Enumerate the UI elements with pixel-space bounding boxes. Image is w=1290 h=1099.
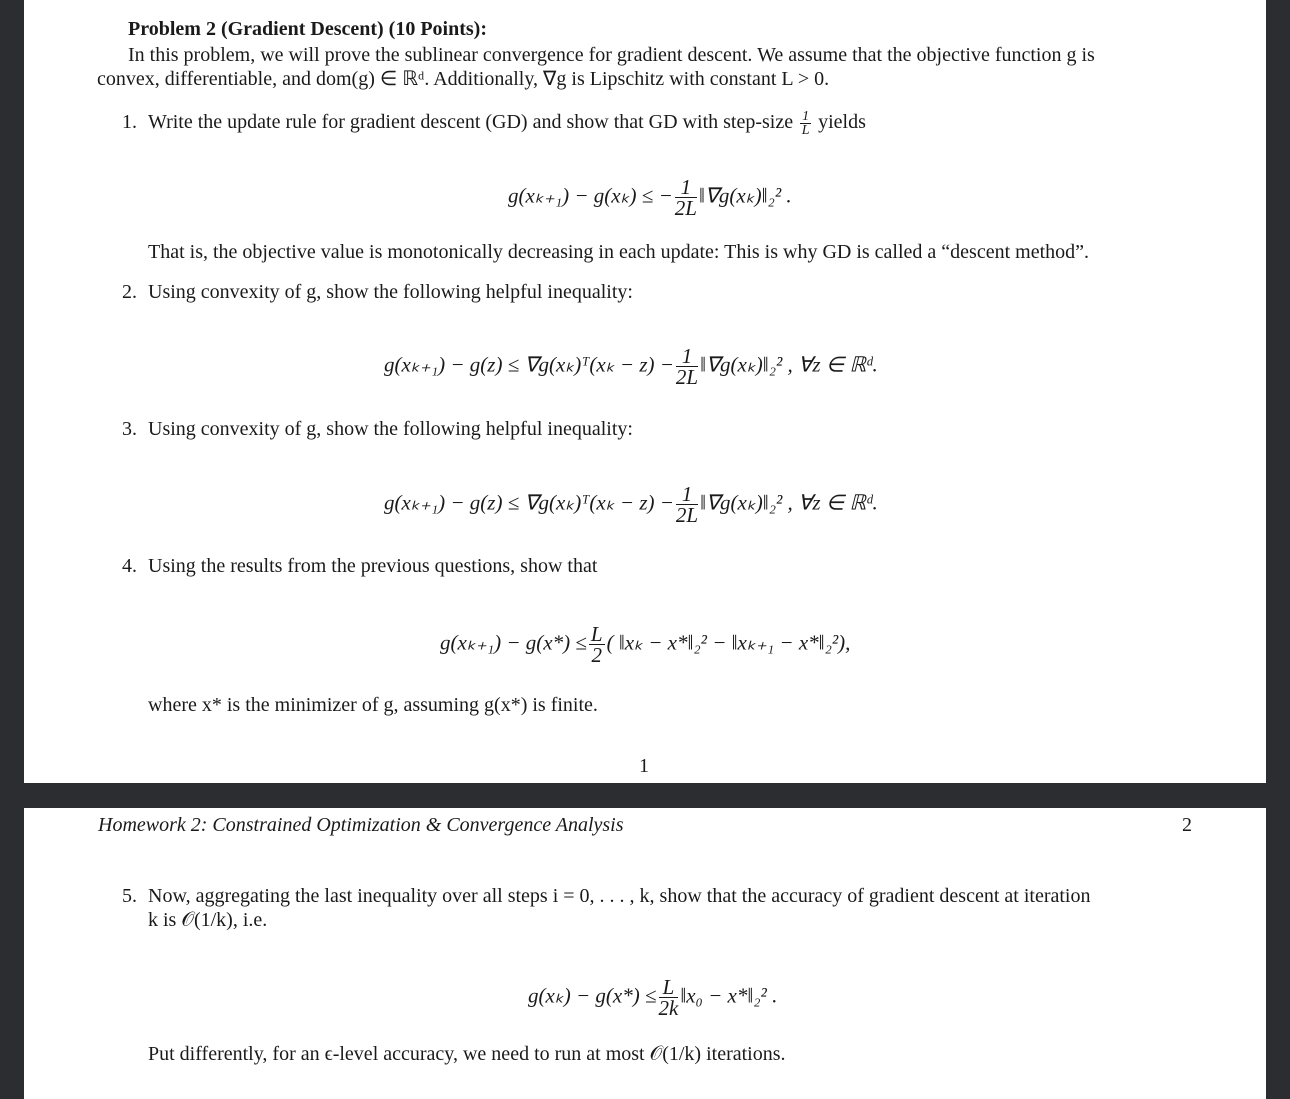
eq1-fraction xyxy=(675,177,697,218)
eq1-right: ‖∇g(xₖ)‖₂² . xyxy=(698,183,792,208)
eq5-left: g(xₖ) − g(x*) ≤ xyxy=(528,983,657,1008)
eq5-right: ‖x₀ − x*‖₂² . xyxy=(680,983,778,1008)
equation-5 xyxy=(528,977,777,1018)
document-page-2 xyxy=(24,808,1266,1099)
eq4-left: g(xₖ₊₁) − g(x*) ≤ xyxy=(440,630,587,655)
fraction-num: 1 xyxy=(676,484,698,505)
equation-1 xyxy=(508,177,792,218)
fraction-den: 2 xyxy=(591,643,602,667)
item-2-number: 2. xyxy=(122,281,137,303)
item-4-text: Using the results from the previous questions, show that xyxy=(148,555,598,577)
fraction-num: 1 xyxy=(675,177,697,198)
item-5-line-2: k is 𝒪(1/k), i.e. xyxy=(148,909,268,931)
item-5-number: 5. xyxy=(122,885,137,907)
eq2-left: g(xₖ₊₁) − g(z) ≤ ∇g(xₖ)ᵀ(xₖ − z) − xyxy=(384,352,674,377)
equation-4 xyxy=(440,624,850,665)
fraction-num: L xyxy=(590,622,603,646)
eq2-right: ‖∇g(xₖ)‖₂² , ∀z ∈ ℝᵈ. xyxy=(700,352,878,377)
eq4-fraction xyxy=(589,624,605,665)
item-5-after: Put differently, for an ϵ-level accuracy, we need to run at most 𝒪(1/k) iterations. xyxy=(148,1043,786,1065)
fraction-den: L xyxy=(801,123,810,138)
item-1-number: 1. xyxy=(122,111,137,133)
item-2-text: Using convexity of g, show the following helpful inequality: xyxy=(148,281,633,303)
fraction-num: L xyxy=(659,977,679,998)
fraction-num: 1 xyxy=(676,346,698,367)
item-4-after: where x* is the minimizer of g, assuming g(x*) is finite. xyxy=(148,694,598,716)
item-4-number: 4. xyxy=(122,555,137,577)
running-header-page: 2 xyxy=(1182,814,1192,836)
item-3-text: Using convexity of g, show the following helpful inequality: xyxy=(148,418,633,440)
item-5-line-1: Now, aggregating the last inequality over all steps i = 0, . . . , k, show that the accuracy of gradient descent at iteration xyxy=(148,885,1091,907)
item-1-tail: yields xyxy=(818,111,866,134)
eq1-left: g(xₖ₊₁) − g(xₖ) ≤ − xyxy=(508,183,673,208)
fraction-den: 2L xyxy=(674,196,697,220)
eq3-right: ‖∇g(xₖ)‖₂² , ∀z ∈ ℝᵈ. xyxy=(700,490,878,515)
fraction-den: 2L xyxy=(675,365,699,389)
page-number: 1 xyxy=(639,755,649,777)
step-size-fraction xyxy=(800,110,811,137)
fraction-den: 2k xyxy=(658,996,679,1020)
eq3-left: g(xₖ₊₁) − g(z) ≤ ∇g(xₖ)ᵀ(xₖ − z) − xyxy=(384,490,674,515)
fraction-den: 2L xyxy=(675,503,699,527)
item-1-label: Write the update rule for gradient descent (GD) and show that GD with step-size xyxy=(148,111,794,134)
eq4-right: ( ‖xₖ − x*‖₂² − ‖xₖ₊₁ − x*‖₂²), xyxy=(606,630,851,655)
item-1-text xyxy=(148,110,866,137)
eq5-fraction xyxy=(659,977,679,1018)
problem-heading: Problem 2 (Gradient Descent) (10 Points): xyxy=(128,18,488,40)
document-page-1 xyxy=(24,0,1266,783)
item-1-after: That is, the objective value is monotonically decreasing in each update: This is why GD is called a “descent method”. xyxy=(148,241,1090,263)
equation-3 xyxy=(384,484,878,525)
fraction-num: 1 xyxy=(802,109,810,124)
intro-line-2: convex, differentiable, and dom(g) ∈ ℝᵈ. Additionally, ∇g is Lipschitz with constant L > 0. xyxy=(97,68,830,90)
eq2-fraction xyxy=(676,346,698,387)
equation-2 xyxy=(384,346,878,387)
item-3-number: 3. xyxy=(122,418,137,440)
eq3-fraction xyxy=(676,484,698,525)
running-header-title: Homework 2: Constrained Optimization & Convergence Analysis xyxy=(98,814,624,836)
intro-line-1: In this problem, we will prove the sublinear convergence for gradient descent. We assume that the objective function g is xyxy=(128,44,1095,66)
